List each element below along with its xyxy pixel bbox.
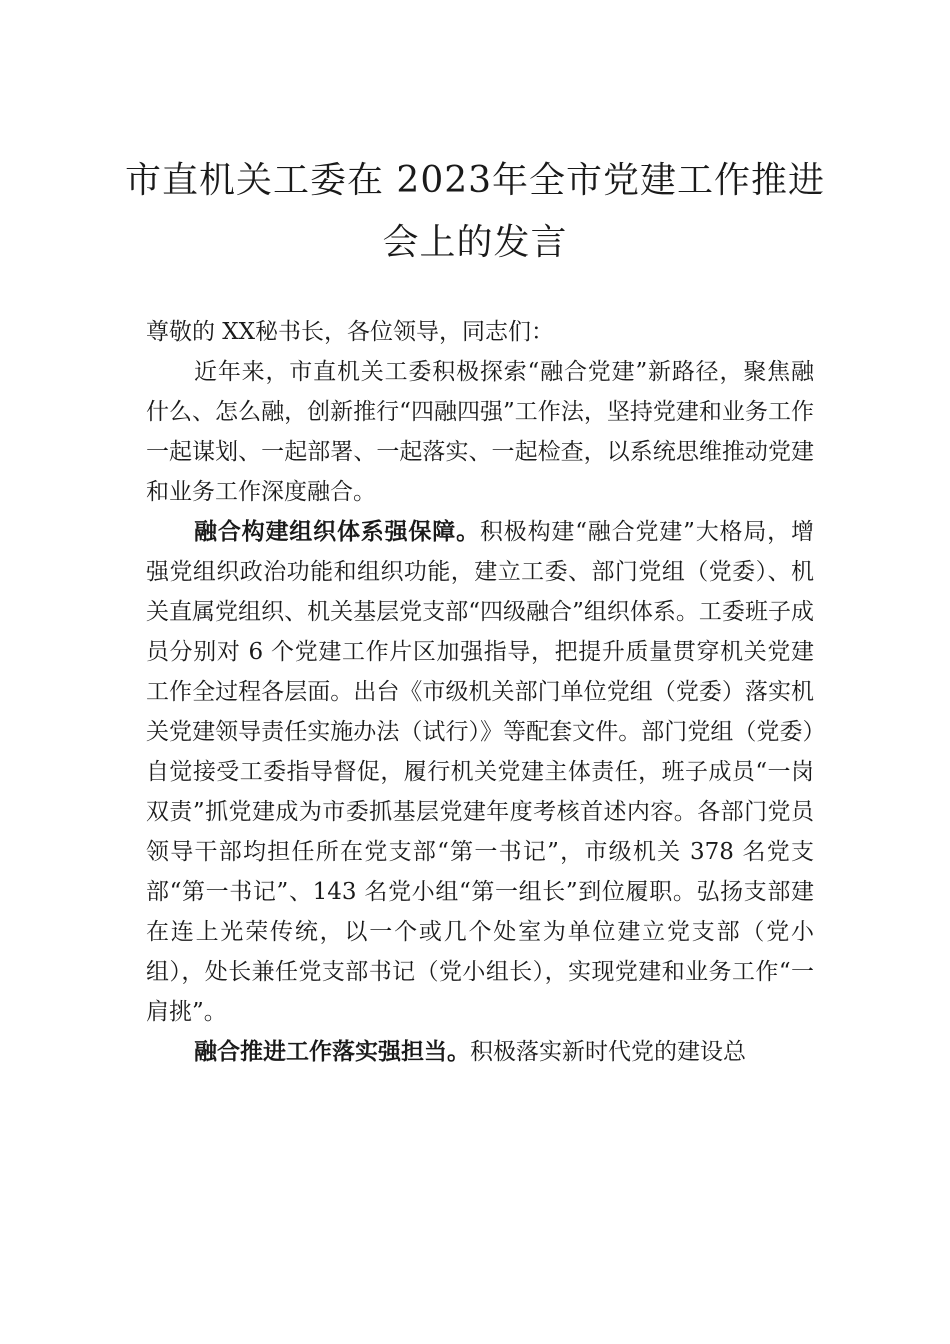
section-2-body: 积极落实新时代党的建设总: [470, 1039, 746, 1065]
section-1-heading: 融合构建组织体系强保障。: [194, 518, 480, 545]
title-line-1: 市直机关工委在 2023年全市党建工作推进: [124, 160, 826, 201]
section-2-heading: 融合推进工作落实强担当。: [194, 1038, 470, 1065]
document-title: [120, 150, 830, 274]
section-1-body: 积极构建“融合党建”大格局，增强党组织政治功能和组织功能，建立工委、部门党组（党委）、机关直属党组织、机关基层党支部“四级融合”组织体系。工委班子成员分别对 6 个党建工作片区加强指导，把提升质量贯穿机关党建工作全过程各层面。出台《市级机关部门单位党组（党委）落实机关党建领导责任实施办法（试行）》等配套文件。部门党组（党委）自觉接受工委指导督促，履行机关党建主体责任，班子成员“一岗双责”抓党建成为市委抓基层党建年度考核首述内容。各部门党员领导干部均担任所在党支部“第一书记”，市级机关 378 名党支部“第一书记”、143 名党小组“第一组长”到位履职。弘扬支部建在连上光荣传统，以一个或几个处室为单位建立党支部（党小组），处长兼任党支部书记（党小组长），实现党建和业务工作“一肩挑”。: [146, 519, 814, 1025]
salutation: 尊敬的 XX秘书长，各位领导，同志们：: [146, 319, 555, 345]
intro-paragraph: 近年来，市直机关工委积极探索“融合党建”新路径，聚焦融什么、怎么融，创新推行“四融四强”工作法，坚持党建和业务工作一起谋划、一起部署、一起落实、一起检查，以系统思维推动党建和业务工作深度融合。: [146, 359, 814, 505]
section-2-paragraph: [146, 1032, 814, 1072]
document-body: [146, 312, 814, 1072]
title-line-2: 会上的发言: [382, 222, 568, 263]
section-1-paragraph: [146, 512, 814, 1032]
